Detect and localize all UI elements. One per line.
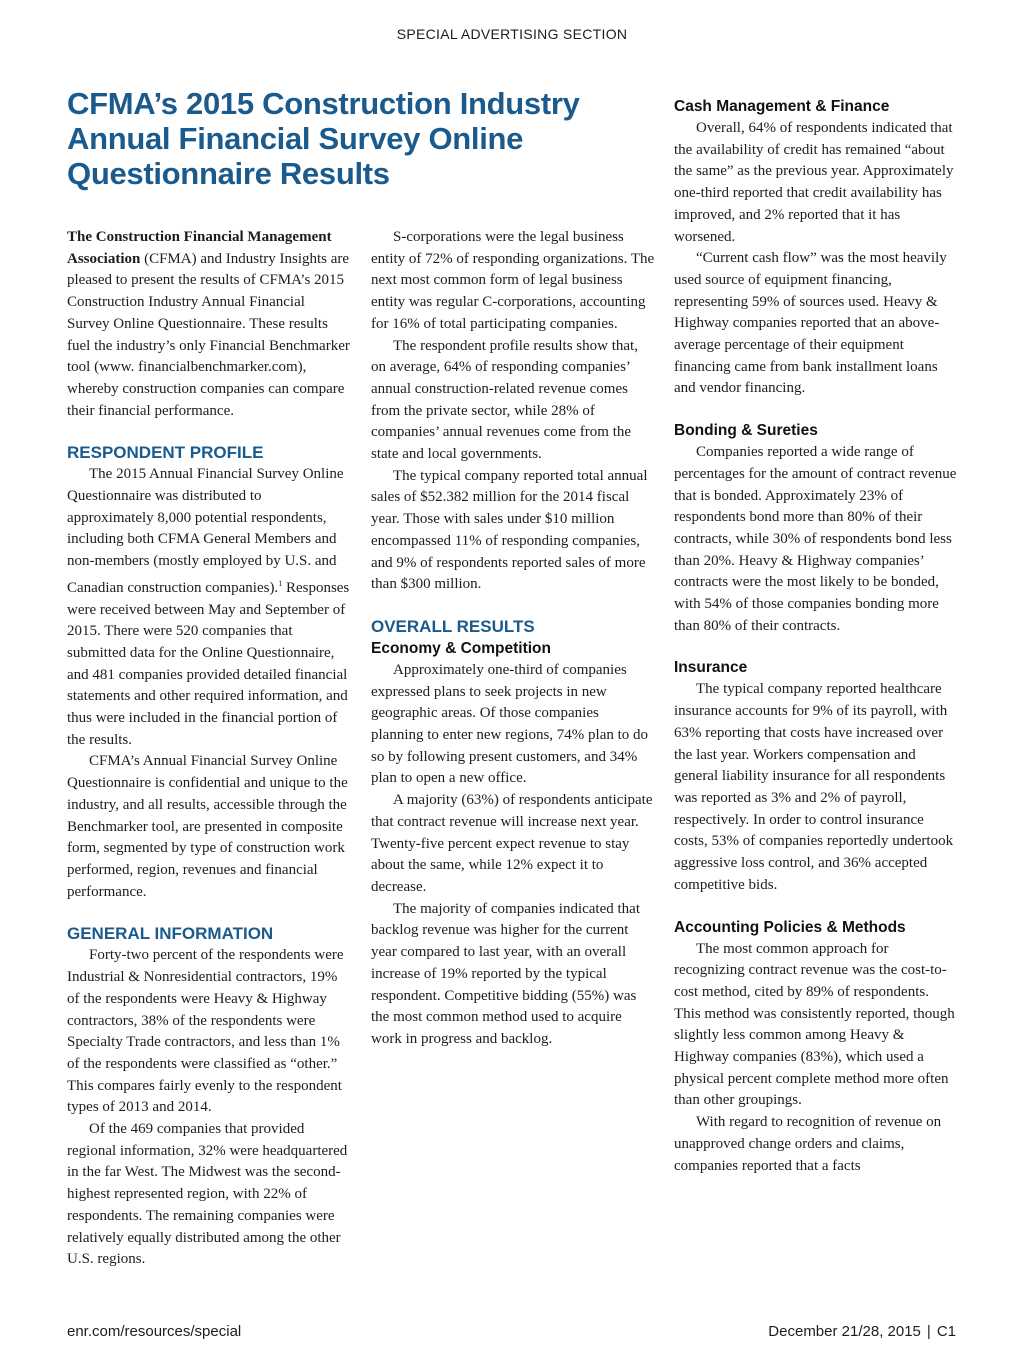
column-3 xyxy=(674,96,959,1177)
footer-separator: | xyxy=(926,1323,931,1340)
bonding-heading: Bonding & Sureties xyxy=(674,422,818,440)
intro-org-name: The Construction Financial Management Association xyxy=(67,229,332,267)
accounting-paragraph: With regard to recognition of revenue on unapproved change orders and claims, companies reported that a facts xyxy=(674,1114,942,1174)
respondent-profile-heading: RESPONDENT PROFILE xyxy=(67,443,264,463)
intro-paragraph: The Construction Financial Management Association (CFMA) and Industry Insights are pleased to present the results of CFMA’s 2015 Construction Industry Annual Financial Survey Online Questionnaire. These results fuel the industry’s only Financial Benchmarker tool (www. financialbenchmarker.com), whereby construction companies can compare their financial performance. xyxy=(67,229,350,419)
overall-results-heading: OVERALL RESULTS xyxy=(371,616,535,636)
insurance-heading: Insurance xyxy=(674,659,748,677)
general-information-paragraph: Of the 469 companies that provided regional information, 32% were headquartered in the far West. The Midwest was the second-highest represented region, with 22% of respondents. The remaining companies were relatively equally distributed among the other U.S. regions. xyxy=(67,1121,348,1268)
article-title: CFMA’s 2015 Construction Industry Annual Financial Survey Online Questionnaire Results xyxy=(67,86,580,191)
cash-management-heading: Cash Management & Finance xyxy=(674,98,890,115)
overall-results-paragraph: The majority of companies indicated that backlog revenue was higher for the current year compared to last year, with an overall increase of 19% reported by the typical respondent. Competitive bidding (55%) was the most common method used to acquire work in progress and backlog. xyxy=(371,900,641,1047)
economy-competition-subheading: Economy & Competition xyxy=(371,639,551,657)
respondent-profile-paragraph: CFMA’s Annual Financial Survey Online Questionnaire is confidential and unique to the industry, and all results, accessible through the Benchmarker tool, are presented in composite form, segmented by type of construction work performed, region, revenues and financial performance. xyxy=(67,753,348,900)
footer-date: December 21/28, 2015 xyxy=(768,1323,921,1340)
bonding-paragraph: Companies reported a wide range of percentages for the amount of contract revenue that is bonded. Approximately 23% of respondents bond more than 80% of their contracts, while 30% of respondents bond less than 20%. Heavy & Highway companies’ contracts were the most likely to be bonded, with 54% of those companies bonding more than 80% of their contracts. xyxy=(674,444,957,634)
footer-url: enr.com/resources/special xyxy=(67,1323,242,1340)
accounting-paragraph: The most common approach for recognizing contract revenue was the cost-to-cost method, cited by 89% of respondents. This method was consistently reported, though slightly less common among Heavy & Highway companies (83%), which used a physical percent complete method more often than other groupings. xyxy=(674,940,955,1109)
insurance-paragraph: The typical company reported healthcare insurance accounts for 9% of its payroll, with 63% reporting that costs have increased over the last year. Workers compensation and general liability insurance for all respondents was reported as 3% and 2% of payroll, respectively. In order to control insurance costs, 53% of companies reportedly undertook aggressive loss control, and 36% accepted competitive bids. xyxy=(674,681,954,893)
general-information-heading: GENERAL INFORMATION xyxy=(67,924,274,944)
overall-results-paragraph: A majority (63%) of respondents anticipate that contract revenue will increase next year. Twenty-five percent expect revenue to stay about the same, while 12% expect it to decrease. xyxy=(371,792,653,895)
overall-results-paragraph: Approximately one-third of companies expressed plans to seek projects in new geographic areas. Of those companies planning to enter new regions, 74% plan to do so by following present customers, and 34% plan to open a new office. xyxy=(371,661,649,787)
section-header: SPECIAL ADVERTISING SECTION xyxy=(396,26,628,42)
general-information-paragraph: Forty-two percent of the respondents were Industrial & Nonresidential contractors, 19% of the respondents were Heavy & Highway contractors, 38% of the respondents were Specialty Trade contractors, and less than 1% of the respondents were classified as “other.” This compares fairly evenly to the respondent types of 2013 and 2014. xyxy=(67,947,344,1116)
respondent-profile-paragraph: The 2015 Annual Financial Survey Online Questionnaire was distributed to approximately 8,000 potential respondents, including both CFMA General Members and non-members (mostly employed by U.S. and Canadian construction companies).$^1$ Responses were received between May and September of 2015. There were 520 companies that submitted data for the Online Questionnaire, and 481 companies provided detailed financial statements and other required information, and thus were included in the financial portion of the results. xyxy=(67,466,350,748)
accounting-heading: Accounting Policies & Methods xyxy=(674,918,906,936)
cash-management-paragraph: “Current cash flow” was the most heavily used source of equipment financing, representing 59% of sources used. Heavy & Highway companies reported that an above-average percentage of their equipment financing came from bank installment loans and vendor financing. xyxy=(674,250,947,397)
column-1 xyxy=(67,227,351,1271)
cash-management-paragraph: Overall, 64% of respondents indicated that the availability of credit has remained “about the same” as the previous year. Approximately one-third reported that credit availability has improved, and 2% reported that it has worsened. xyxy=(674,120,954,245)
page-number: C1 xyxy=(936,1323,956,1340)
footnote-marker: 1 xyxy=(278,578,283,588)
general-information-paragraph: The typical company reported total annual sales of $52.382 million for the 2014 fiscal year. Those with sales under $10 million encompassed 11% of responding companies, and 9% of respondents reported sales of more than $300 million. xyxy=(371,467,648,593)
general-information-paragraph: S-corporations were the legal business entity of 72% of responding organizations. The next most common form of legal business entity was regular C-corporations, accounting for 16% of total participating companies. xyxy=(371,229,655,332)
footer-date-page xyxy=(768,1323,956,1340)
general-information-paragraph: The respondent profile results show that, on average, 64% of responding companies’ annual construction-related revenue comes from the private sector, while 28% of companies’ annual revenues come from the state and local governments. xyxy=(371,337,638,463)
column-2 xyxy=(371,227,655,1051)
